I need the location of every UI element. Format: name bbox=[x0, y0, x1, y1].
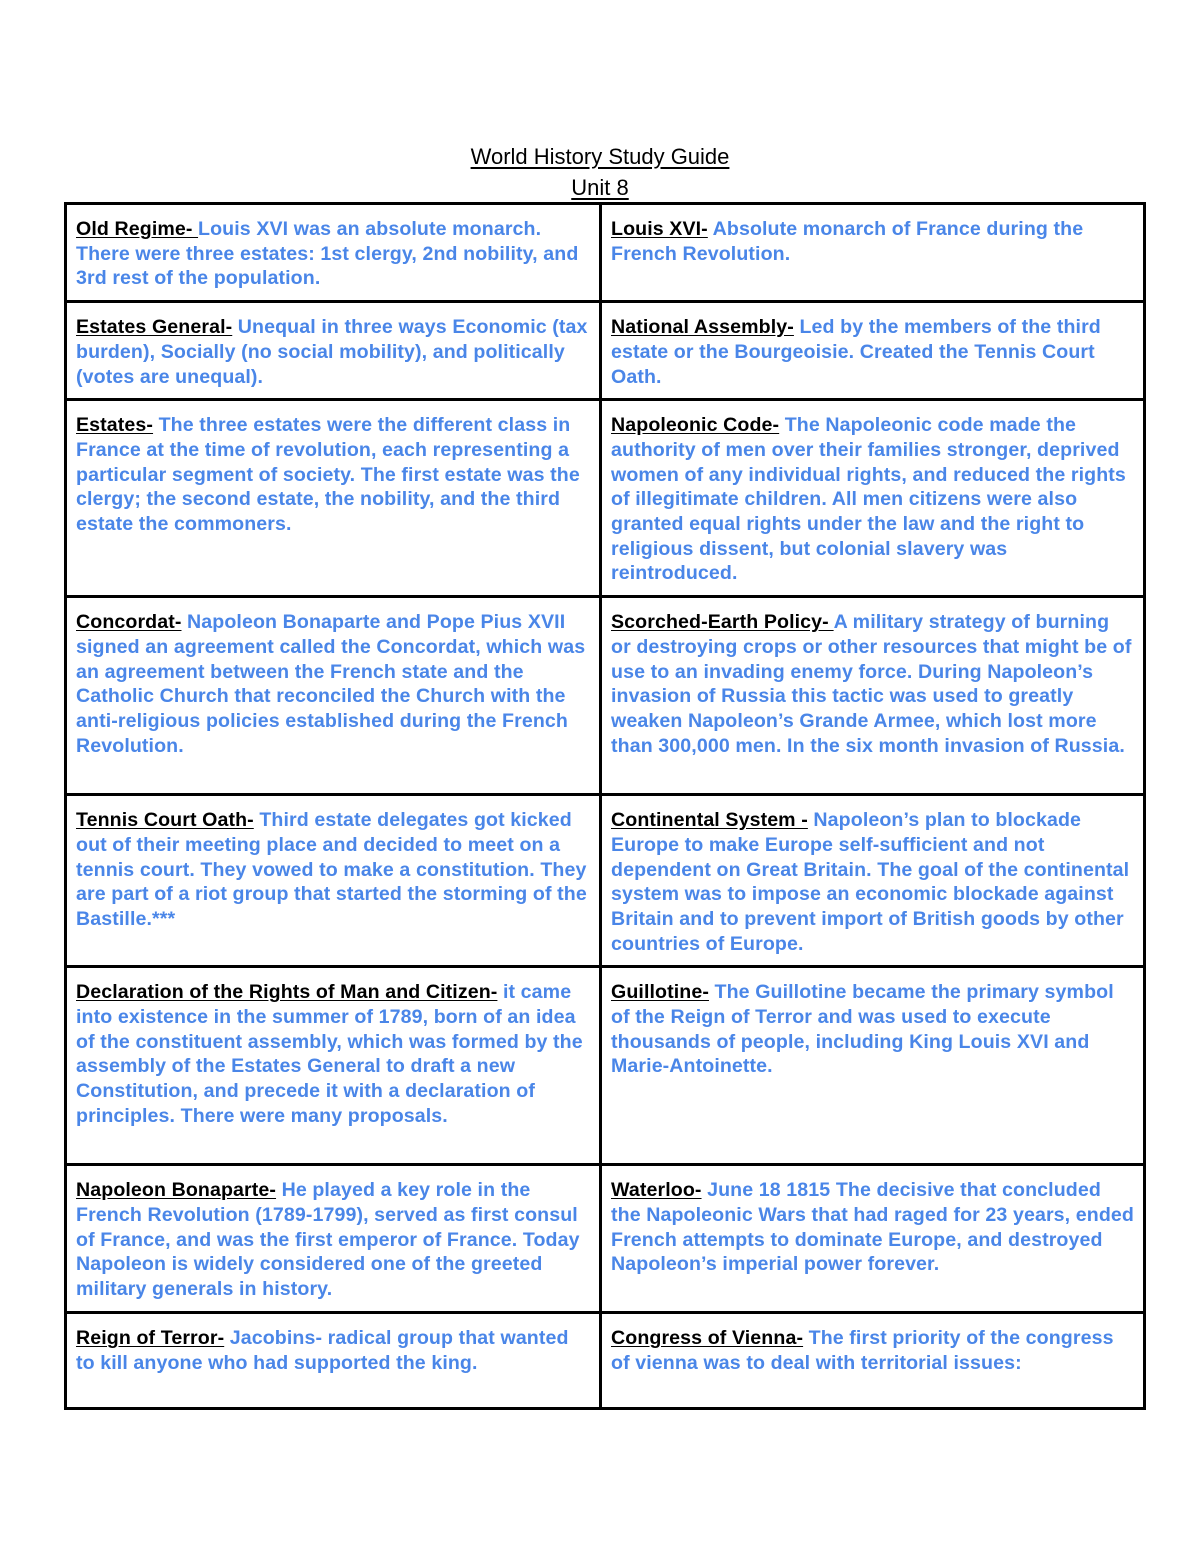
entry-term: Reign of Terror- bbox=[76, 1327, 225, 1350]
entry-term: Tennis Court Oath- bbox=[76, 809, 254, 832]
entry-definition: The three estates were the different class in France at the time of revolution, each representing a particular segment of society. The first estate was the clergy; the second estate, the nobility, and the third estate the commoners. bbox=[76, 414, 580, 536]
table-row bbox=[66, 1313, 1145, 1409]
unit-subtitle: Unit 8 bbox=[571, 175, 629, 200]
entry-term: Concordat- bbox=[76, 611, 182, 634]
entry-definition: The Napoleonic code made the authority of men over their families stronger, deprived women of any individual rights, and reduced the rights of illegitimate children. All men citizens were also granted equal rights under the law and the right to religious dissent, but colonial slavery was reintroduced. bbox=[611, 414, 1126, 585]
entry-estates-general bbox=[66, 302, 601, 400]
entry-napoleon-bonaparte bbox=[66, 1165, 601, 1313]
entry-term: Estates General- bbox=[76, 316, 233, 339]
entry-national-assembly bbox=[601, 302, 1145, 400]
entry-continental-system bbox=[601, 795, 1145, 967]
document-header bbox=[0, 141, 1200, 203]
entry-definition: Jacobins- radical group that wanted to kill anyone who had supported the king. bbox=[76, 1327, 569, 1375]
table-row bbox=[66, 302, 1145, 400]
entry-term: Guillotine- bbox=[611, 981, 709, 1004]
entry-definition: Louis XVI was an absolute monarch. There were three estates: 1st clergy, 2nd nobility, and 3rd rest of the population. bbox=[76, 218, 579, 290]
entry-term: Scorched-Earth Policy- bbox=[611, 611, 834, 634]
entry-declaration-rights-of-man bbox=[66, 967, 601, 1165]
entry-definition: He played a key role in the French Revolution (1789-1799), served as first consul of France, and was the first emperor of France. Today Napoleon is widely considered one of the greeted military generals in history. bbox=[76, 1179, 580, 1301]
study-guide-table bbox=[64, 202, 1146, 1410]
entry-term: Estates- bbox=[76, 414, 154, 437]
page-title: World History Study Guide bbox=[470, 144, 730, 169]
entry-term: Declaration of the Rights of Man and Citizen- bbox=[76, 981, 498, 1004]
entry-definition: it came into existence in the summer of 1789, born of an idea of the constituent assembly, which was formed by the assembly of the Estates General to draft a new Constitution, and precede it with a declaration of principles. There were many proposals. bbox=[76, 981, 583, 1127]
entry-term: Waterloo- bbox=[611, 1179, 702, 1202]
entry-definition: Absolute monarch of France during the French Revolution. bbox=[611, 218, 1084, 265]
entry-term: Old Regime- bbox=[76, 218, 199, 240]
entry-term: Louis XVI- bbox=[611, 218, 708, 240]
entry-reign-of-terror bbox=[66, 1313, 601, 1409]
entry-definition: Napoleon’s plan to blockade Europe to make Europe self-sufficient and not dependent on Great Britain. The goal of the continental system was to impose an economic blockade against Britain and to prevent import of British goods by other countries of Europe. bbox=[611, 809, 1130, 955]
entry-napoleonic-code bbox=[601, 400, 1145, 597]
entry-definition: Third estate delegates got kicked out of their meeting place and decided to meet on a tennis court. They vowed to make a constitution. They are part of a riot group that started the storming of the Bastille.*** bbox=[76, 809, 587, 930]
entry-definition: Unequal in three ways Economic (tax burden), Socially (no social mobility), and politically (votes are unequal). bbox=[76, 316, 588, 388]
table-row bbox=[66, 967, 1145, 1165]
entry-guillotine bbox=[601, 967, 1145, 1165]
table-row bbox=[66, 597, 1145, 795]
entry-definition: The first priority of the congress of vienna was to deal with territorial issues: bbox=[611, 1327, 1114, 1375]
entry-concordat bbox=[66, 597, 601, 795]
entry-term: National Assembly- bbox=[611, 316, 794, 339]
entry-definition: Napoleon Bonaparte and Pope Pius XVII signed an agreement called the Concordat, which was an agreement between the French state and the Catholic Church that reconciled the Church with the anti-religious policies established during the French Revolution. bbox=[76, 611, 586, 757]
entry-waterloo bbox=[601, 1165, 1145, 1313]
table-row bbox=[66, 1165, 1145, 1313]
entry-term: Napoleon Bonaparte- bbox=[76, 1179, 277, 1202]
entry-definition: June 18 1815 The decisive that concluded the Napoleonic Wars that had raged for 23 years, ended French attempts to dominate Europe, and destroyed Napoleon’s imperial power forever. bbox=[611, 1179, 1134, 1276]
entry-definition: The Guillotine became the primary symbol of the Reign of Terror and was used to execute thousands of people, including King Louis XVI and Marie-Antoinette. bbox=[611, 981, 1114, 1078]
entry-old-regime bbox=[66, 204, 601, 302]
entry-term: Congress of Vienna- bbox=[611, 1327, 804, 1350]
entry-scorched-earth-policy bbox=[601, 597, 1145, 795]
entry-louis-xvi bbox=[601, 204, 1145, 302]
entry-tennis-court-oath bbox=[66, 795, 601, 967]
table-row bbox=[66, 400, 1145, 597]
entry-congress-of-vienna bbox=[601, 1313, 1145, 1409]
entry-definition: A military strategy of burning or destroying crops or other resources that might be of use to an invading enemy force. During Napoleon’s invasion of Russia this tactic was used to greatly weaken Napoleon’s Grande Armee, which lost more than 300,000 men. In the six month invasion of Russia. bbox=[611, 611, 1132, 757]
entry-term: Continental System - bbox=[611, 809, 808, 832]
table-row bbox=[66, 204, 1145, 302]
entry-definition: Led by the members of the third estate or the Bourgeoisie. Created the Tennis Court Oath. bbox=[611, 316, 1101, 388]
entry-estates bbox=[66, 400, 601, 597]
entry-term: Napoleonic Code- bbox=[611, 414, 780, 437]
table-row bbox=[66, 795, 1145, 967]
